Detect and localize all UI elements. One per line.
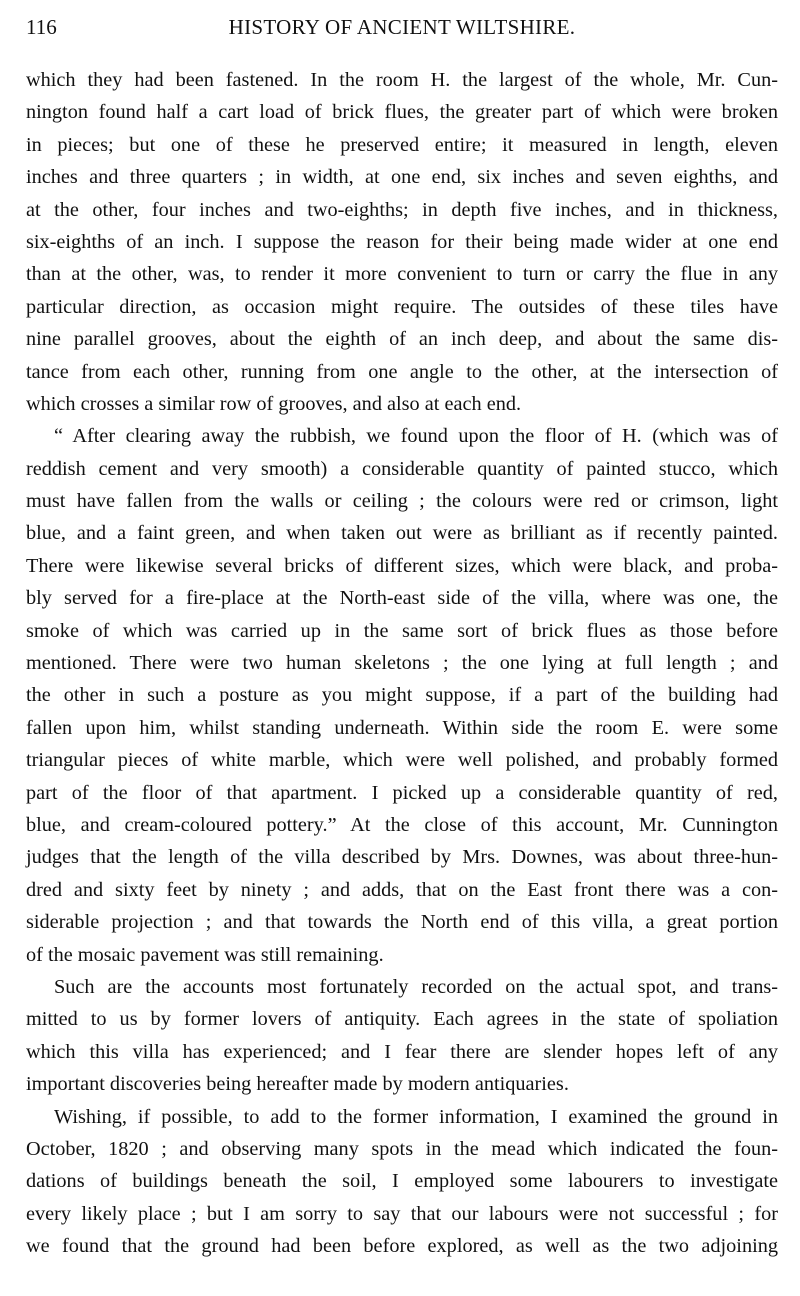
text-line: blue, and a faint green, and when taken out were as brilliant as if recently painted. [26, 522, 778, 545]
text-line: in pieces; but one of these he preserved entire; it measured in length, eleven [26, 133, 778, 156]
text-line: nington found half a cart load of brick flues, the greater part of which were broken [26, 101, 778, 124]
text-line: mitted to us by former lovers of antiquity. Each agrees in the state of spoliation [26, 1008, 778, 1031]
text-line: siderable projection ; and that towards the North end of this villa, a great portion [26, 911, 778, 934]
text-line: dred and sixty feet by ninety ; and adds, that on the East front there was a con- [26, 878, 778, 901]
text-line: judges that the length of the villa described by Mrs. Downes, was about three-hun- [26, 846, 778, 869]
text-line: inches and three quarters ; in width, at one end, six inches and seven eighths, and [26, 166, 778, 189]
text-line: fallen upon him, whilst standing underneath. Within side the room E. were some [26, 716, 778, 739]
text-line: must have fallen from the walls or ceiling ; the colours were red or crimson, light [26, 490, 778, 513]
text-line: which this villa has experienced; and I fear there are slender hopes left of any [26, 1040, 778, 1063]
running-title: HISTORY OF ANCIENT WILTSHIRE. [228, 15, 576, 39]
text-line: every likely place ; but I am sorry to say that our labours were not successful ; for [26, 1202, 778, 1225]
text-line: nine parallel grooves, about the eighth of an inch deep, and about the same dis- [26, 328, 778, 351]
text-line: six-eighths of an inch. I suppose the reason for their being made wider at one end [26, 230, 778, 253]
text-line: the other in such a posture as you might suppose, if a part of the building had [26, 684, 778, 707]
text-line: blue, and cream-coloured pottery.” At the close of this account, Mr. Cunnington [26, 813, 778, 836]
text-line: October, 1820 ; and observing many spots in the mead which indicated the foun- [26, 1137, 778, 1160]
text-line: than at the other, was, to render it more convenient to turn or carry the flue in any [26, 263, 778, 286]
text-line: Such are the accounts most fortunately recorded on the actual spot, and trans- [54, 975, 778, 998]
text-line: mentioned. There were two human skeletons ; the one lying at full length ; and [26, 652, 778, 675]
text-line: There were likewise several bricks of different sizes, which were black, and proba- [26, 554, 778, 577]
text-line: smoke of which was carried up in the same sort of brick flues as those before [26, 619, 778, 642]
text-line: important discoveries being hereafter made by modern antiquaries. [26, 1073, 569, 1096]
text-line: particular direction, as occasion might require. The outsides of these tiles have [26, 295, 778, 318]
text-line: reddish cement and very smooth) a considerable quantity of painted stucco, which [26, 457, 778, 480]
text-line: of the mosaic pavement was still remaining. [26, 943, 384, 966]
text-line: at the other, four inches and two-eighths; in depth five inches, and in thickness, [26, 198, 778, 221]
text-line: which they had been fastened. In the room H. the largest of the whole, Mr. Cun- [26, 69, 778, 91]
paragraph [26, 64, 778, 420]
text-line: we found that the ground had been before explored, as well as the two adjoining [26, 1235, 778, 1258]
text-line: bly served for a fire-place at the North-east side of the villa, where was one, the [26, 587, 778, 610]
text-line: tance from each other, running from one angle to the other, at the intersection of [26, 360, 778, 383]
text-line: which crosses a similar row of grooves, and also at each end. [26, 392, 522, 415]
paragraph [26, 1101, 778, 1263]
paragraph [26, 420, 778, 971]
text-line: dations of buildings beneath the soil, I employed some labourers to investigate [26, 1170, 778, 1193]
paragraph [26, 971, 778, 1101]
page-body [26, 64, 778, 1262]
text-line: triangular pieces of white marble, which were well polished, and probably formed [26, 749, 778, 772]
text-line: part of the floor of that apartment. I picked up a considerable quantity of red, [26, 781, 778, 804]
page-number: 116 [26, 15, 57, 39]
text-line: “ After clearing away the rubbish, we found upon the floor of H. (which was of [54, 425, 778, 448]
page-header [26, 14, 778, 40]
text-line: Wishing, if possible, to add to the former information, I examined the ground in [54, 1105, 778, 1128]
